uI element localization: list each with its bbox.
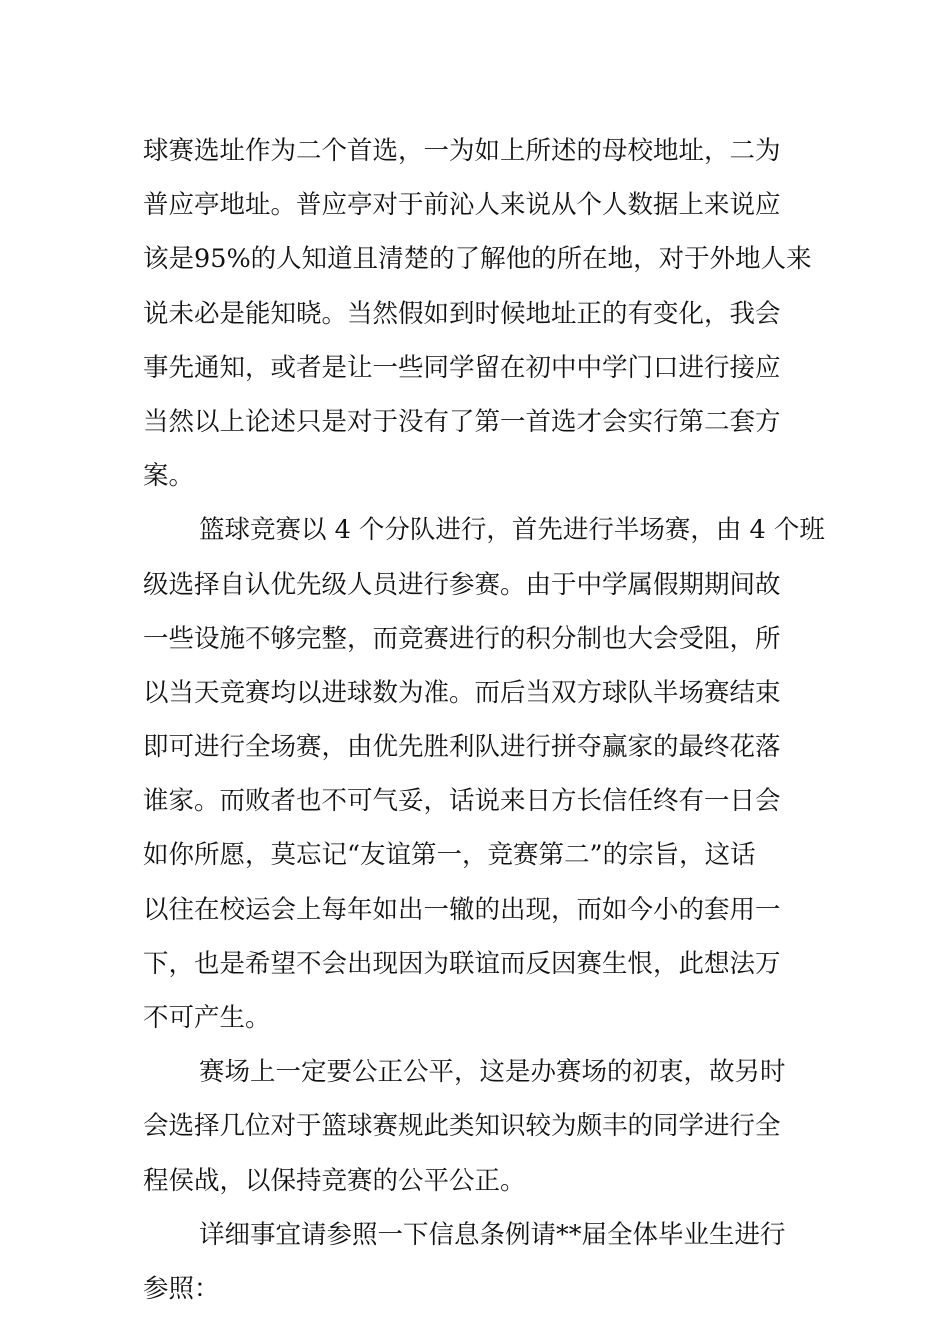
paragraph-line: 以当天竞赛均以进球数为准。而后当双方球队半场赛结束 xyxy=(143,677,781,708)
paragraph-line: 即可进行全场赛，由优先胜利队进行拼夺赢家的最终花落 xyxy=(143,732,781,763)
paragraph-line: 球赛选址作为二个首选，一为如上所述的母校地址，二为 xyxy=(143,136,781,166)
paragraph-line: 案。 xyxy=(143,461,195,492)
paragraph-line: 以往在校运会上每年如出一辙的出现，而如今小的套用一 xyxy=(143,894,781,925)
paragraph-line: 事先通知，或者是让一些同学留在初中中学门口进行接应 xyxy=(143,352,781,383)
paragraph-line: 一些设施不够完整，而竞赛进行的积分制也大会受阻，所 xyxy=(143,623,781,654)
paragraph-line: 参照： xyxy=(143,1273,220,1304)
paragraph-line: 赛场上一定要公正公平，这是办赛场的初衷，故另时 xyxy=(199,1057,786,1088)
paragraph-line: 该是95%的人知道且清楚的了解他的所在地，对于外地人来 xyxy=(143,244,812,275)
paragraph-line: 如你所愿，莫忘记“友谊第一，竞赛第二”的宗旨，这话 xyxy=(143,840,756,871)
paragraph-line: 谁家。而败者也不可气妥，话说来日方长信任终有一日会 xyxy=(143,786,781,817)
paragraph-line: 普应亭地址。普应亭对于前沁人来说从个人数据上来说应 xyxy=(143,190,781,221)
paragraph-line: 篮球竞赛以 4 个分队进行，首先进行半场赛，由 4 个班 xyxy=(199,515,825,546)
paragraph-3 xyxy=(143,1045,807,1208)
paragraph-line: 详细事宜请参照一下信息条例请**届全体毕业生进行 xyxy=(199,1219,786,1250)
paragraph-line: 下，也是希望不会出现因为联谊而反因赛生恨，此想法万 xyxy=(143,948,781,979)
paragraph-line: 当然以上论述只是对于没有了第一首选才会实行第二套方 xyxy=(143,406,781,437)
paragraph-line: 会选择几位对于篮球赛规此类知识较为颇丰的同学进行全 xyxy=(143,1111,781,1142)
document-body xyxy=(143,124,825,1316)
paragraph-4 xyxy=(143,1208,807,1316)
paragraph-1 xyxy=(143,124,812,503)
paragraph-line: 说未必是能知晓。当然假如到时候地址正的有变化，我会 xyxy=(143,298,781,329)
paragraph-line: 级选择自认优先级人员进行参赛。由于中学属假期期间故 xyxy=(143,569,781,600)
paragraph-2 xyxy=(143,503,825,1045)
paragraph-line: 不可产生。 xyxy=(143,1003,271,1033)
paragraph-line: 程侯战，以保持竞赛的公平公正。 xyxy=(143,1165,526,1196)
